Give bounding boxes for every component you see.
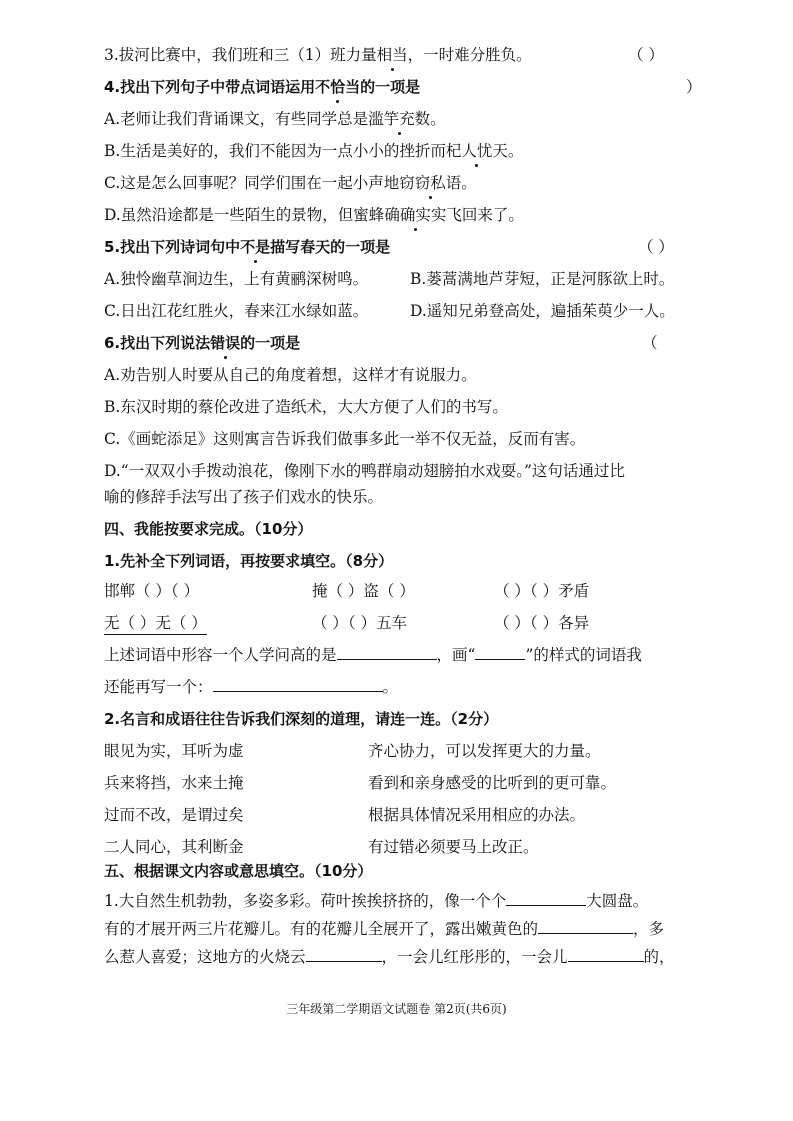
section-4-heading: 四、我能按要求完成。（10分） [104, 520, 313, 538]
question-6-title: 6.找出下列说法错误的一项是 [104, 334, 301, 352]
section-4-q1: 1.先补全下列词语，再按要求填空。（8分） [104, 552, 394, 570]
word-blank-4: 无（ ）无（ ） [104, 612, 207, 635]
answer-blank[interactable] [213, 677, 383, 692]
option-6d-line2: 喻的修辞手法写出了孩子们戏水的快乐。 [104, 488, 384, 506]
option-5d: D.遥知兄弟登高处，遍插茱萸少一人。 [410, 302, 675, 320]
idiom-left[interactable]: 过而不改，是谓过矣 [104, 806, 244, 824]
option-4a: A.老师让我们背诵课文，有些同学总是滥竽充数。 [104, 110, 446, 128]
option-6d-line1: D.“一双双小手拨动浪花，像刚下水的鸭群扇动翅膀拍水戏耍。”这句话通过比 [104, 462, 625, 480]
idiom-left[interactable]: 二人同心，其利断金 [104, 838, 244, 856]
answer-paren: （ ） [628, 46, 664, 64]
options-5cd: C.日出江花红胜火，春来江水绿如蓝。 [104, 302, 369, 320]
option-4b: B.生活是美好的，我们不能因为一点小小的挫折而杞人忧天。 [104, 142, 524, 160]
dotted-word: 相当 [376, 46, 408, 64]
dotted-word: 不恰当 [315, 78, 361, 96]
word-blank-3: （ ）（ ）矛盾 [494, 582, 590, 600]
answer-blank[interactable] [568, 947, 644, 962]
page-footer: 三年级第二学期语文试题卷 第2页(共6页) [286, 1002, 507, 1016]
idiom-left[interactable]: 眼见为实，耳听为虚 [104, 742, 244, 760]
answer-blank[interactable] [475, 645, 525, 660]
option-4c: C.这是怎么回事呢？同学们围在一起小声地窃窃私语。 [104, 174, 477, 192]
dotted-word: 不是 [240, 238, 271, 256]
option-6a: A.劝告别人时要从自己的角度着想，这样才有说服力。 [104, 366, 477, 384]
word-blank-1: 邯郸（ ）（ ） [104, 582, 200, 600]
s5-line-2: 有的才展开两三片花瓣儿。有的花瓣儿全展开了，露出嫩黄色的 ，多 [104, 920, 665, 938]
options-5ab: A.独怜幽草涧边生，上有黄鹂深树鸣。 [104, 270, 369, 288]
word-blank-6: （ ）（ ）各异 [494, 614, 590, 632]
dotted-word: 杞人忧天 [445, 142, 508, 160]
question-4-title: 4.找出下列句子中带点词语运用不恰当的一项是 [104, 78, 421, 96]
question-5-title: 5.找出下列诗词句中不是描写春天的一项是 [104, 238, 391, 256]
option-6b: B.东汉时期的蔡伦改进了造纸术，大大方便了人们的书写。 [104, 398, 508, 416]
answer-paren: ） [686, 78, 702, 96]
s5-line-3: 么惹人喜爱；这地方的火烧云 ，一会儿红彤彤的，一会儿 的， [104, 948, 675, 966]
section-5-heading: 五、根据课文内容或意思填空。（10分） [104, 862, 373, 880]
answer-blank[interactable] [306, 947, 382, 962]
meaning-right[interactable]: 根据具体情况采用相应的办法。 [368, 806, 586, 824]
option-4d: D.虽然沿途都是一些陌生的景物，但蜜蜂确确实实飞回来了。 [104, 206, 524, 224]
dotted-word: 错误 [210, 334, 241, 352]
fill-line-2: 还能再写一个： 。 [104, 678, 399, 696]
word-blank-2: 掩（ ）盗（ ） [312, 582, 415, 600]
idiom-left[interactable]: 兵来将挡，水来土掩 [104, 774, 244, 792]
question-3: 3.拔河比赛中，我们班和三（1）班力量相当，一时难分胜负。 [104, 46, 532, 64]
answer-blank[interactable] [337, 645, 437, 660]
s5-line-1: 1.大自然生机勃勃，多姿多彩。荷叶挨挨挤挤的，像一个个 大圆盘。 [104, 892, 649, 910]
answer-paren: （ ） [638, 238, 674, 256]
answer-paren: （ [642, 334, 658, 352]
dotted-word: 确确实实 [384, 206, 447, 224]
fill-line-1: 上述词语中形容一个人学问高的是 ，画“ ”的样式的词语我 [104, 646, 642, 664]
dotted-word: 窃窃私语 [399, 174, 462, 192]
meaning-right[interactable]: 看到和亲身感受的比听到的更可靠。 [368, 774, 617, 792]
option-6c: C.《画蛇添足》这则寓言告诉我们做事多此一举不仅无益，反而有害。 [104, 430, 586, 448]
answer-blank[interactable] [538, 919, 633, 934]
word-blank-5: （ ）（ ）五车 [312, 614, 408, 632]
answer-blank[interactable] [506, 891, 586, 906]
dotted-word: 滥竽充数 [368, 110, 431, 128]
section-4-q2: 2.名言和成语往往告诉我们深刻的道理，请连一连。（2分） [104, 710, 499, 728]
meaning-right[interactable]: 齐心协力，可以发挥更大的力量。 [368, 742, 601, 760]
option-5b: B.蒌蒿满地芦芽短，正是河豚欲上时。 [410, 270, 675, 288]
meaning-right[interactable]: 有过错必须要马上改正。 [368, 838, 539, 856]
